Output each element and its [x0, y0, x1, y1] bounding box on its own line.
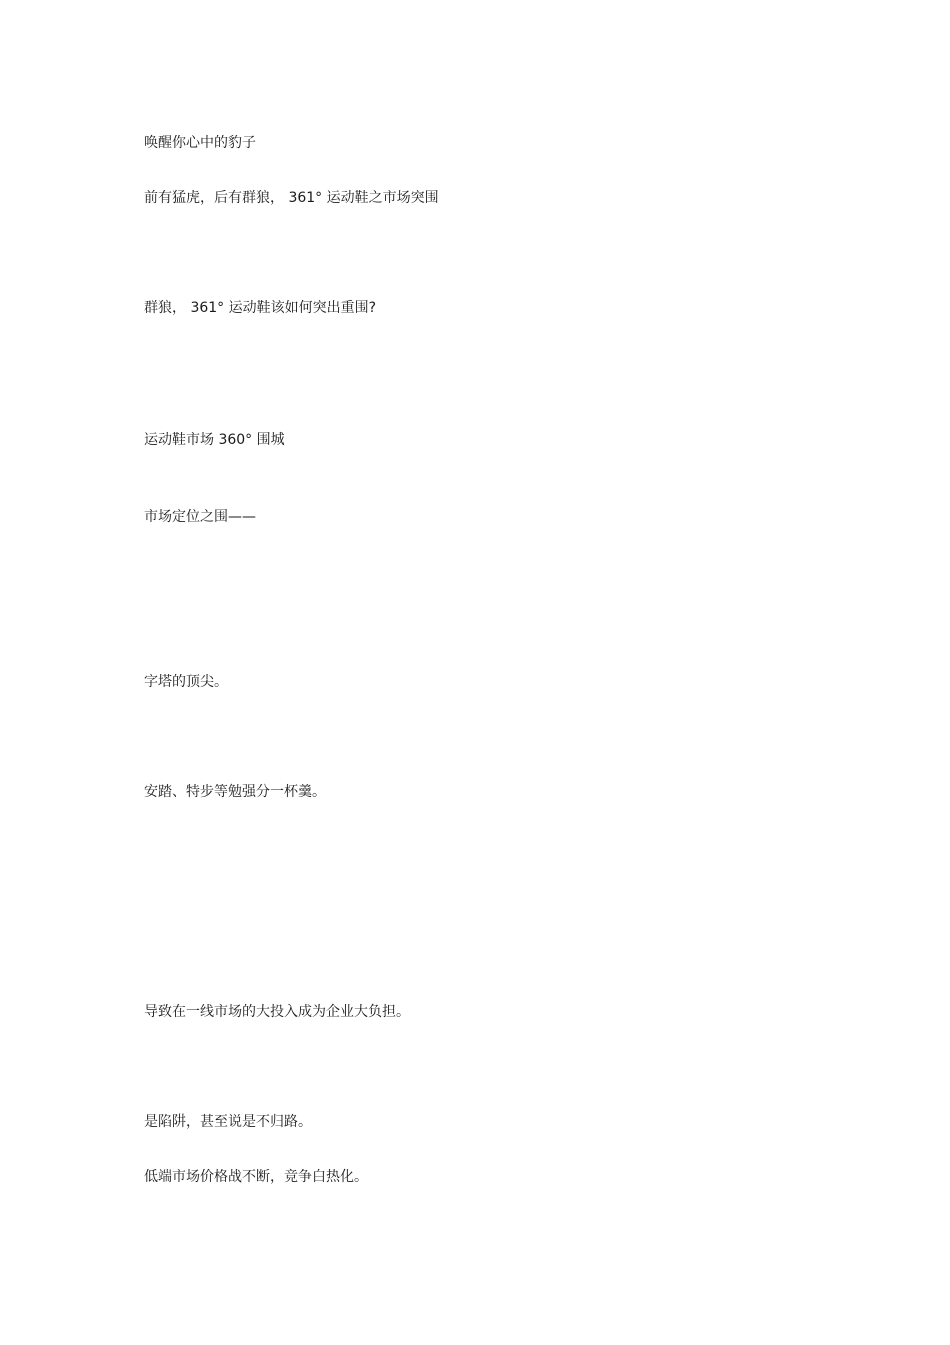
document-title: 唤醒你心中的豹子 — [144, 135, 256, 151]
paragraph-5-line-1: 低端市场价格战不断，竞争白热化。 — [144, 1169, 368, 1185]
paragraph-2-line-2: 安踏、特步等勉强分一杯羹。 — [144, 784, 326, 800]
paragraph-4-line-2: 是陷阱，甚至说是不归路。 — [144, 1114, 312, 1130]
intro-line-2: 群狼， 361° 运动鞋该如何突出重围? — [144, 300, 377, 316]
paragraph-1-line-3: 字塔的顶尖。 — [144, 674, 228, 690]
document-subtitle: 前有猛虎，后有群狼， 361° 运动鞋之市场突围 — [144, 190, 439, 206]
paragraph-3-line-4: 导致在一线市场的大投入成为企业大负担。 — [144, 1004, 410, 1020]
section-heading: 运动鞋市场 360° 围城 — [144, 432, 285, 448]
subsection-heading: 市场定位之围—— — [144, 509, 256, 525]
